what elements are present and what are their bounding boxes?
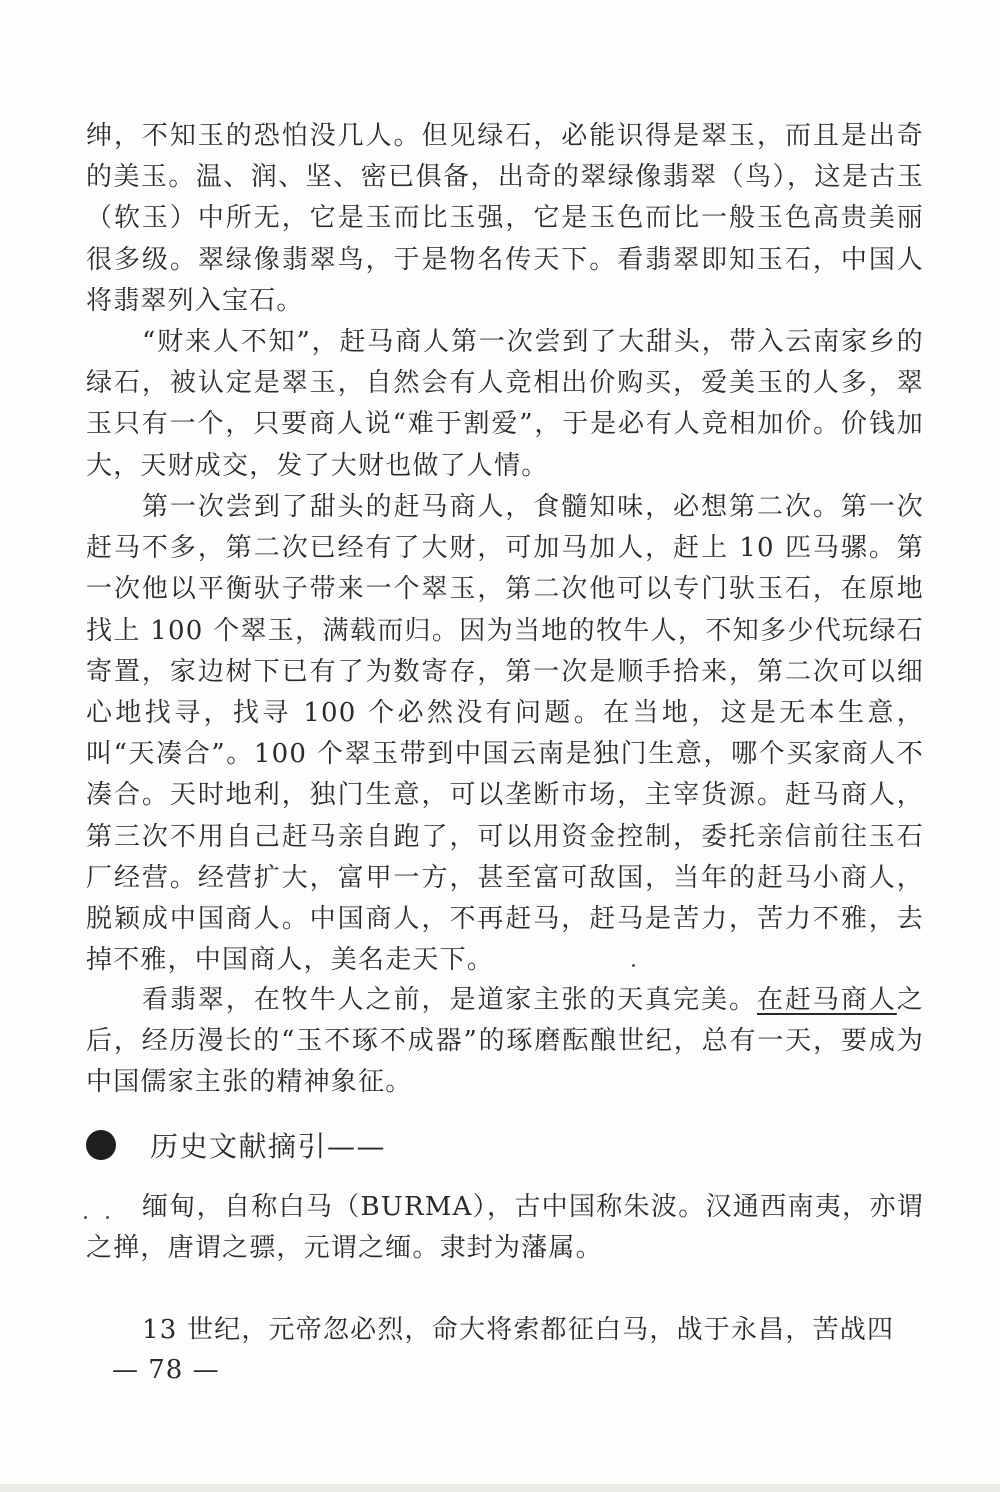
- section-heading: [86, 1122, 386, 1168]
- paragraph-jade-symbol-part1: 看翡翠，在牧牛人之前，是道家主张的天真完美。: [142, 985, 758, 1015]
- bullet-dot-icon: [86, 1130, 116, 1160]
- scan-speck: [106, 1216, 109, 1219]
- paragraph-burma: 缅甸，自称白马（BURMA），古中国称朱波。汉通西南夷，亦谓之掸，唐谓之骠，元谓之缅。隶封为藩属。: [86, 1192, 924, 1264]
- section-heading-text: 历史文献摘引——: [150, 1130, 387, 1163]
- paragraph-jade-symbol-part2: 之后，经历漫长的“玉不琢不成器”的琢磨酝酿世纪，总有一天，要成为中国儒家主张的精神象征。: [86, 985, 924, 1098]
- handwritten-underline-phrase: 在赶马商人: [757, 985, 897, 1015]
- page-number: — 78 —: [112, 1355, 220, 1385]
- paragraph-continuation: 绅，不知玉的恐怕没几人。但见绿石，必能识得是翠玉，而且是出奇的美玉。温、润、坚、密已俱备，出奇的翠绿像翡翠（鸟），这是古玉（软玉）中所无，它是玉而比玉强，它是玉色而比一般玉色高贵美丽很多级。翠绿像翡翠鸟，于是物名传天下。看翡翠即知玉石，中国人将翡翠列入宝石。: [86, 121, 924, 316]
- paragraph-second-trip: 第一次尝到了甜头的赶马商人，食髓知味，必想第二次。第一次赶马不多，第二次已经有了大财，可加马加人，赶上 10 匹马骡。第一次他以平衡驮子带来一个翠玉，第二次他可以专门驮玉石，在原地找上 100 个翠玉，满载而归。因为当地的牧牛人，不知多少代玩绿石寄置，家边树下已有了为数寄存，第一次是顺手拾来，第二次可以细心地找寻，找寻 100 个必然没有问题。在当地，这是无本生意，叫“天凑合”。100 个翠玉带到中国云南是独门生意，哪个买家商人不凑合。天时地利，独门生意，可以垄断市场，主宰货源。赶马商人，第三次不用自己赶马亲自跑了，可以用资金控制，委托亲信前往玉石厂经营。经营扩大，富甲一方，甚至富可敌国，当年的赶马小商人，脱颖成中国商人。中国商人，不再赶马，赶马是苦力，苦力不雅，去掉不雅，中国商人，美名走天下。: [86, 492, 924, 976]
- page-bottom-edge: [0, 1484, 1000, 1492]
- paragraph-jade-symbol: [86, 980, 924, 1104]
- scan-speck: [84, 1216, 87, 1219]
- scan-speck: [632, 964, 635, 967]
- paragraph-wealth: “财来人不知”，赶马商人第一次尝到了大甜头，带入云南家乡的绿石，被认定是翠玉，自然会有人竞相出价购买，爱美玉的人多，翠玉只有一个，只要商人说“难于割爱”，于是必有人竞相加价。价钱加大，天财成交，发了大财也做了人情。: [86, 327, 924, 481]
- paragraph-yuan-campaign: 13 世纪，元帝忽必烈，命大将索都征白马，战于永昌，苦战四: [142, 1315, 895, 1345]
